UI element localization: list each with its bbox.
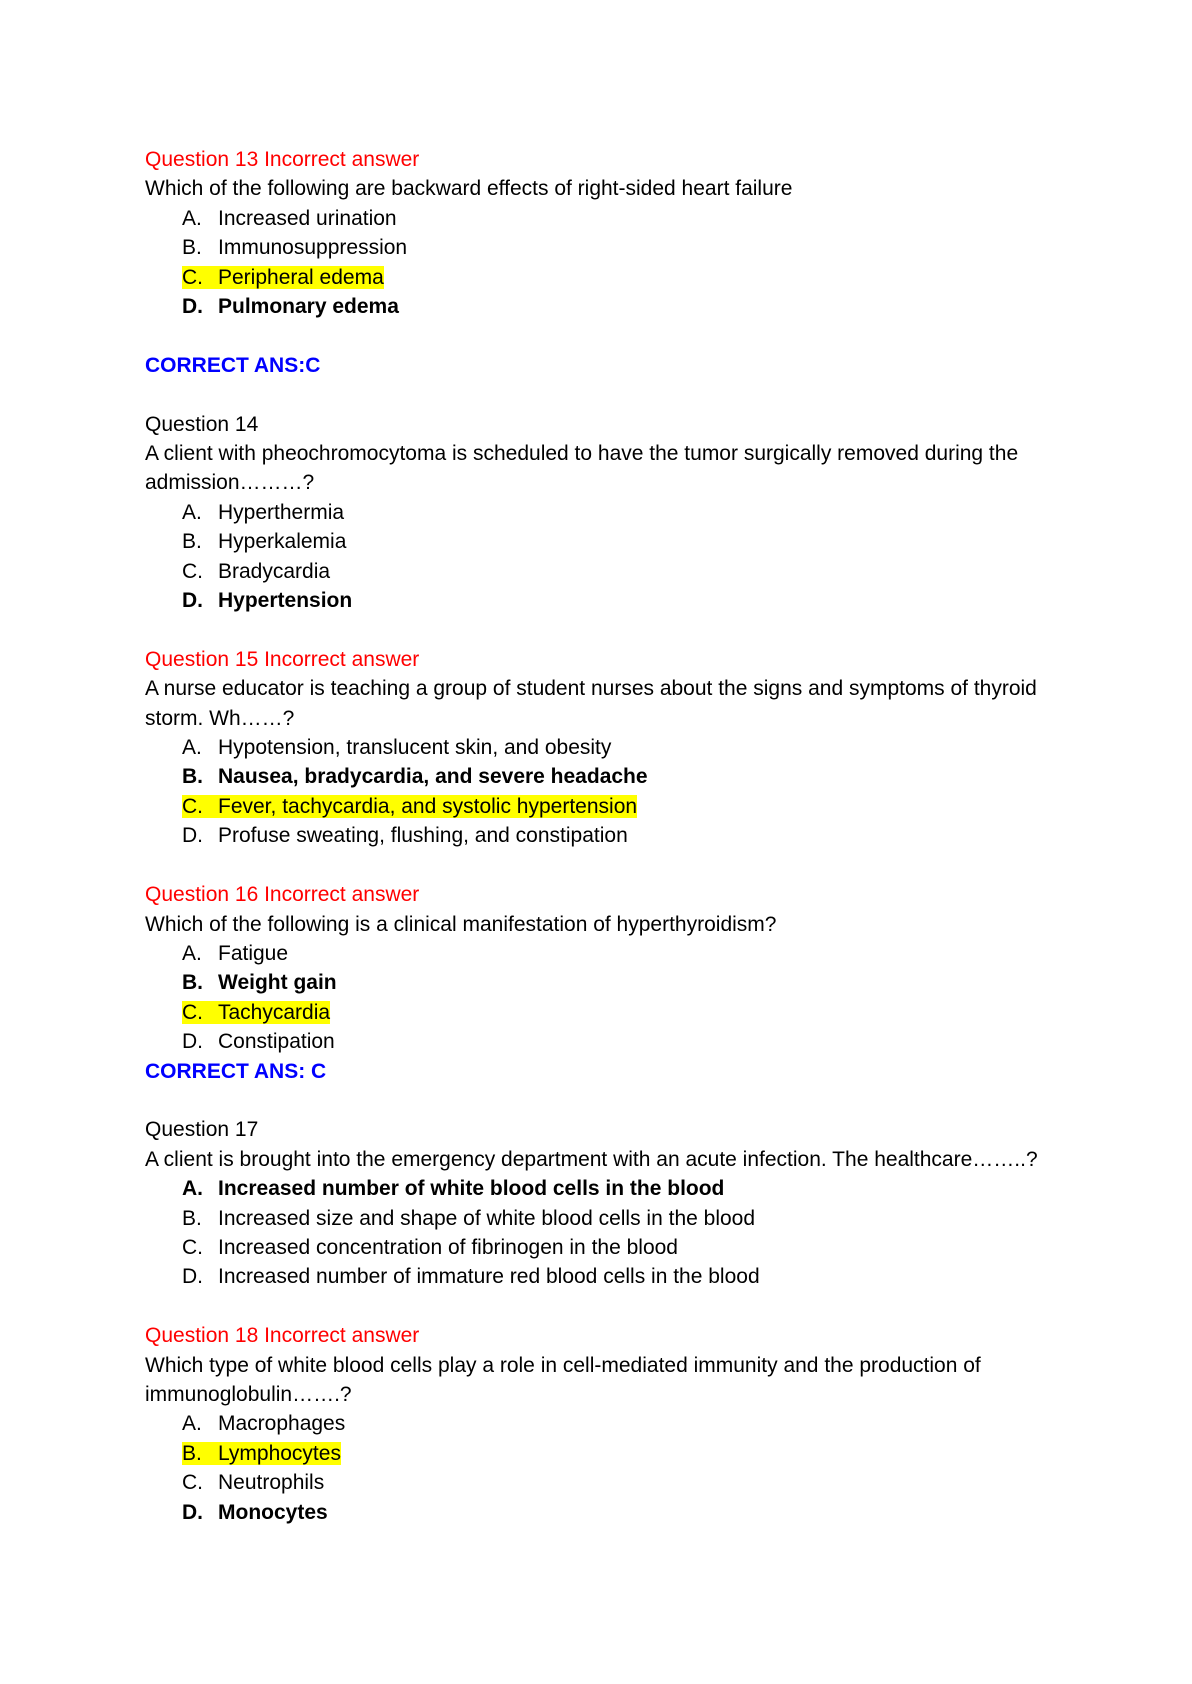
option-b-selected: B. Nausea, bradycardia, and severe headache [182, 765, 648, 789]
option-c-highlighted: C. Tachycardia [182, 1000, 331, 1024]
option-a: A. Macrophages [182, 1412, 346, 1436]
question-text: Which of the following are backward effects of right-sided heart failure [145, 177, 793, 201]
question-block [145, 880, 1045, 1115]
option-b-selected: B. Weight gain [182, 971, 337, 995]
question-header: Question 16 Incorrect answer [145, 883, 420, 907]
question-block [145, 1115, 1045, 1321]
question-header: Question 18 Incorrect answer [145, 1324, 420, 1348]
question-header: Question 13 Incorrect answer [145, 148, 420, 171]
question-block [145, 645, 1045, 880]
option-a-selected: A. Increased number of white blood cells in the blood [182, 1177, 725, 1201]
question-header: Question 14 [145, 412, 259, 436]
correct-answer-label: CORRECT ANS: C [145, 1059, 327, 1083]
correct-answer-label: CORRECT ANS:C [145, 353, 321, 377]
question-block [145, 145, 1045, 410]
option-d: D. Increased number of immature red blood cells in the blood [182, 1265, 760, 1289]
document-content [145, 145, 1045, 1527]
option-d-selected: D. Hypertension [182, 589, 353, 613]
option-a: A. Hyperthermia [182, 500, 345, 524]
question-header: Question 17 [145, 1118, 259, 1142]
option-a: A. Increased urination [182, 206, 397, 230]
question-text: Which type of white blood cells play a role in cell-mediated immunity and the production of immunoglobulin…….? [145, 1353, 981, 1406]
question-block [145, 410, 1045, 645]
option-a: A. Hypotension, translucent skin, and obesity [182, 736, 612, 760]
option-d-selected: D. Monocytes [182, 1500, 328, 1524]
option-c: C. Neutrophils [182, 1471, 325, 1495]
question-header: Question 15 Incorrect answer [145, 647, 420, 671]
option-b: B. Increased size and shape of white blood cells in the blood [182, 1206, 756, 1230]
option-d: D. Profuse sweating, flushing, and constipation [182, 824, 628, 848]
question-text: A client is brought into the emergency department with an acute infection. The healthcare……..? [145, 1147, 1038, 1171]
question-block [145, 1321, 1045, 1527]
question-text: A nurse educator is teaching a group of student nurses about the signs and symptoms of thyroid storm. Wh……? [145, 677, 1037, 730]
question-text: Which of the following is a clinical manifestation of hyperthyroidism? [145, 912, 777, 936]
option-c: C. Bradycardia [182, 559, 331, 583]
question-text: A client with pheochromocytoma is scheduled to have the tumor surgically removed during the admission………? [145, 442, 1019, 495]
option-b: B. Hyperkalemia [182, 530, 347, 554]
option-c: C. Increased concentration of fibrinogen in the blood [182, 1235, 678, 1259]
option-b: B. Immunosuppression [182, 236, 408, 260]
option-d: D. Constipation [182, 1030, 335, 1054]
option-a: A. Fatigue [182, 941, 289, 965]
option-c-highlighted: C. Fever, tachycardia, and systolic hypertension [182, 794, 638, 818]
option-c-highlighted: C. Peripheral edema [182, 265, 384, 289]
option-b-highlighted: B. Lymphocytes [182, 1441, 341, 1465]
option-d-selected: D. Pulmonary edema [182, 295, 399, 319]
